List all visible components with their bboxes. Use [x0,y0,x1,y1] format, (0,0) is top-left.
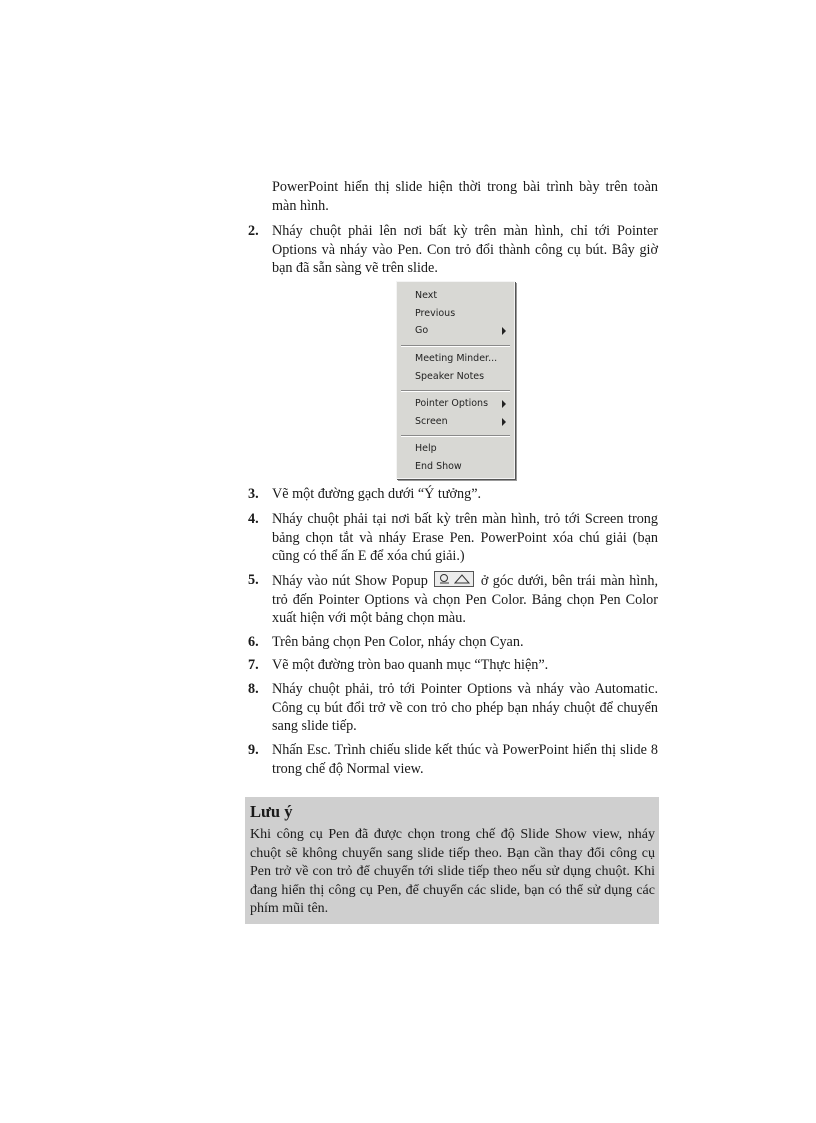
menu-item-label: End Show [415,461,462,472]
step-text: Vẽ một đường gạch dưới “Ý tưởng”. [272,486,482,502]
step-text: Nháy chuột phải tại nơi bất kỳ trên màn hình, trỏ tới Screen trong bảng chọn tắt và nháy Erase Pen. PowerPoint xóa chú giải (bạn cũng có thể ấn E để xóa chú giải.) [272,511,658,564]
step-number: 9. [248,742,259,758]
step-number: 2. [248,223,259,239]
show-popup-button-icon [434,571,474,587]
menu-item-label: Pointer Options [415,398,489,409]
menu-separator [401,345,510,347]
step-text: Trên bảng chọn Pen Color, nháy chọn Cyan. [272,634,524,650]
step-6 [248,633,658,652]
menu-item-previous[interactable] [415,306,508,322]
step-text-after: ở góc dưới, bên trái màn hình, trỏ đến Pointer Options và chọn Pen Color. Bảng chọn Pen Color xuất hiện với một bảng chọn màu. [272,573,659,626]
menu-item-go[interactable] [415,323,508,339]
note-body: Khi công cụ Pen đã được chọn trong chế độ Slide Show view, nháy chuột sẽ không chuyển sang slide tiếp theo. Bạn cần thay đổi công cụ Pen trở về con trỏ để chuyển tới slide tiếp theo nếu sử dụng chuột. Khi đang hiển thị công cụ Pen, để chuyển các slide, bạn có thể sử dụng các phím mũi tên. [250,827,655,917]
submenu-arrow-icon [502,327,506,335]
step-8 [248,680,658,736]
step-text: Nháy chuột phải lên nơi bất kỳ trên màn hình, chỉ tới Pointer Options và nháy vào Pen. Con trỏ đổi thành công cụ bút. Bây giờ bạn đã sẵn sàng vẽ trên slide. [272,223,658,276]
note-box [245,797,659,924]
step-text: Vẽ một đường tròn bao quanh mục “Thực hiện”. [272,657,549,673]
menu-item-next[interactable] [415,288,508,304]
step-text: Nháy chuột phải, trỏ tới Pointer Options và nháy vào Automatic. Công cụ bút đổi trở về con trỏ cho phép bạn nháy chuột để chuyển sang slide tiếp. [272,681,658,734]
step-5 [248,571,658,628]
menu-separator [401,390,510,392]
menu-item-label: Next [415,290,438,301]
step-number: 7. [248,657,259,673]
menu-item-speaker-notes[interactable] [415,369,508,385]
step-7 [248,656,658,675]
step-number: 8. [248,681,259,697]
menu-item-meeting-minder[interactable] [415,351,508,367]
menu-item-label: Screen [415,416,448,427]
step-text [272,571,658,628]
step-number: 4. [248,511,259,527]
menu-item-label: Go [415,325,429,336]
step-9 [248,741,658,778]
menu-item-screen[interactable] [415,414,508,430]
step-text-before: Nháy vào nút Show Popup [272,573,428,589]
intro-paragraph: PowerPoint hiển thị slide hiện thời trong bài trình bày trên toàn màn hình. [272,179,658,214]
menu-item-label: Help [415,443,437,454]
submenu-arrow-icon [502,400,506,408]
step-3 [248,485,658,504]
menu-item-pointer-options[interactable] [415,396,508,412]
menu-item-end-show[interactable] [415,459,508,475]
step-text: Nhấn Esc. Trình chiếu slide kết thúc và PowerPoint hiển thị slide 8 trong chế độ Normal view. [272,742,658,777]
menu-item-help[interactable] [415,441,508,457]
note-title: Lưu ý [250,802,293,821]
step-number: 5. [248,572,259,588]
slide-show-context-menu [396,281,515,479]
step-4 [248,510,658,566]
menu-item-label: Meeting Minder... [415,353,498,364]
menu-item-label: Speaker Notes [415,371,485,382]
step-2 [248,222,658,278]
step-number: 6. [248,634,259,650]
step-number: 3. [248,486,259,502]
menu-item-label: Previous [415,308,456,319]
menu-separator [401,435,510,437]
submenu-arrow-icon [502,418,506,426]
